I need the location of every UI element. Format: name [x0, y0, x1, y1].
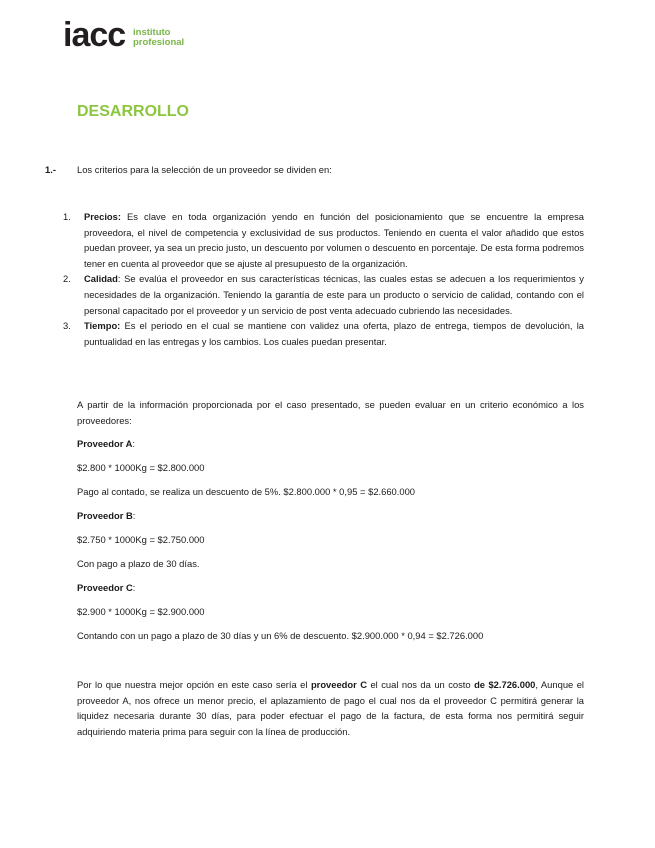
criteria-term: Precios — [84, 211, 118, 222]
criteria-term: Tiempo — [84, 320, 118, 332]
criteria-item-tiempo — [63, 318, 584, 349]
conclusion-bold-supplier: proveedor C — [310, 679, 368, 690]
criteria-separator: : — [117, 320, 121, 332]
list-number: 3. — [63, 320, 71, 332]
logo-wordmark: iacc — [63, 16, 126, 54]
logo-subtitle-line-2: profesional — [133, 37, 185, 48]
criteria-separator: : — [117, 273, 121, 285]
criteria-separator: : — [117, 211, 121, 222]
label-colon: : — [132, 510, 136, 521]
criteria-item-calidad — [63, 271, 584, 318]
supplier-c-label — [77, 580, 584, 596]
supplier-label-text: Proveedor B — [77, 510, 133, 521]
supplier-b-label — [77, 508, 584, 524]
section-heading: DESARROLLO — [77, 103, 189, 120]
criteria-text: Es clave en toda organización yendo en función del posicionamiento que se encuentre la empresa proveedora, el nivel de competencia y exclusividad de sus productos. Teniendo en cuenta el valor añadido que estos puedan proveer, ya sea un precio justo, un descuento por volumen o descuento en porcentaje. De esta forma podremos tener en cuenta al proveedor que se ajuste al presupuesto de la organización. — [84, 211, 584, 269]
list-number: 1. — [63, 211, 71, 222]
logo-subtitle — [133, 28, 184, 48]
conclusion-bold-cost: de $2.726.000 — [474, 679, 536, 690]
supplier-b-calc: $2.750 * 1000Kg = $2.750.000 — [77, 534, 205, 545]
conclusion-part-1: Por lo que nuestra mejor opción en este caso sería el — [77, 679, 311, 690]
conclusion-part-2: el cual nos da un costo — [367, 679, 475, 690]
logo-subtitle-line-1: instituto — [133, 27, 171, 38]
supplier-a-note: Pago al contado, se realiza un descuento de 5%. $2.800.000 * 0,95 = $2.660.000 — [77, 486, 416, 497]
supplier-b-note: Con pago a plazo de 30 días. — [77, 558, 200, 569]
criteria-list — [63, 209, 584, 349]
supplier-label-text: Proveedor C — [77, 582, 133, 593]
supplier-c-note: Contando con un pago a plazo de 30 días y un 6% de descuento. $2.900.000 * 0,94 = $2.726.000 — [77, 630, 484, 641]
question-intro: Los criterios para la selección de un proveedor se dividen en: — [77, 164, 332, 175]
analysis-intro: A partir de la información proporcionada por el caso presentado, se pueden evaluar en un criterio económico a los proveedores: — [77, 399, 584, 426]
conclusion-paragraph — [77, 677, 584, 739]
conclusion-part-3: , Aunque el proveedor A, nos ofrece un menor precio, el aplazamiento de pago el cual nos da el proveedor C permitirá generar la liquidez necesaria durante 30 días, para poder efectuar el pago de la factura, de esta forma nos permitirá seguir adquiriendo materia prima para seguir con la línea de producción. — [77, 679, 585, 737]
criteria-text: Es el periodo en el cual se mantiene con validez una oferta, plazo de entrega, tiempos de devolución, la puntualidad en las entregas y los cambios. Los cuales puedan presentar. — [84, 320, 584, 347]
criteria-term: Calidad — [84, 273, 118, 285]
criteria-text: Se evalúa el proveedor en sus características técnicas, las cuales estas se adecuen a los requerimientos y necesidades de la organización. Teniendo la garantía de este para un producto o servicio de calidad, contando con el personal capacitado por el proveedor y un servicio de post venta adecuado cubriendo las necesidades. — [84, 273, 584, 316]
supplier-c-calc: $2.900 * 1000Kg = $2.900.000 — [77, 606, 205, 617]
supplier-label-text: Proveedor A — [77, 438, 133, 449]
list-number: 2. — [63, 273, 71, 285]
label-colon: : — [132, 438, 136, 449]
supplier-a-label — [77, 436, 584, 452]
criteria-item-precios — [63, 209, 584, 271]
question-number: 1.- — [45, 164, 56, 175]
supplier-a-calc: $2.800 * 1000Kg = $2.800.000 — [77, 462, 205, 473]
label-colon: : — [132, 582, 136, 593]
